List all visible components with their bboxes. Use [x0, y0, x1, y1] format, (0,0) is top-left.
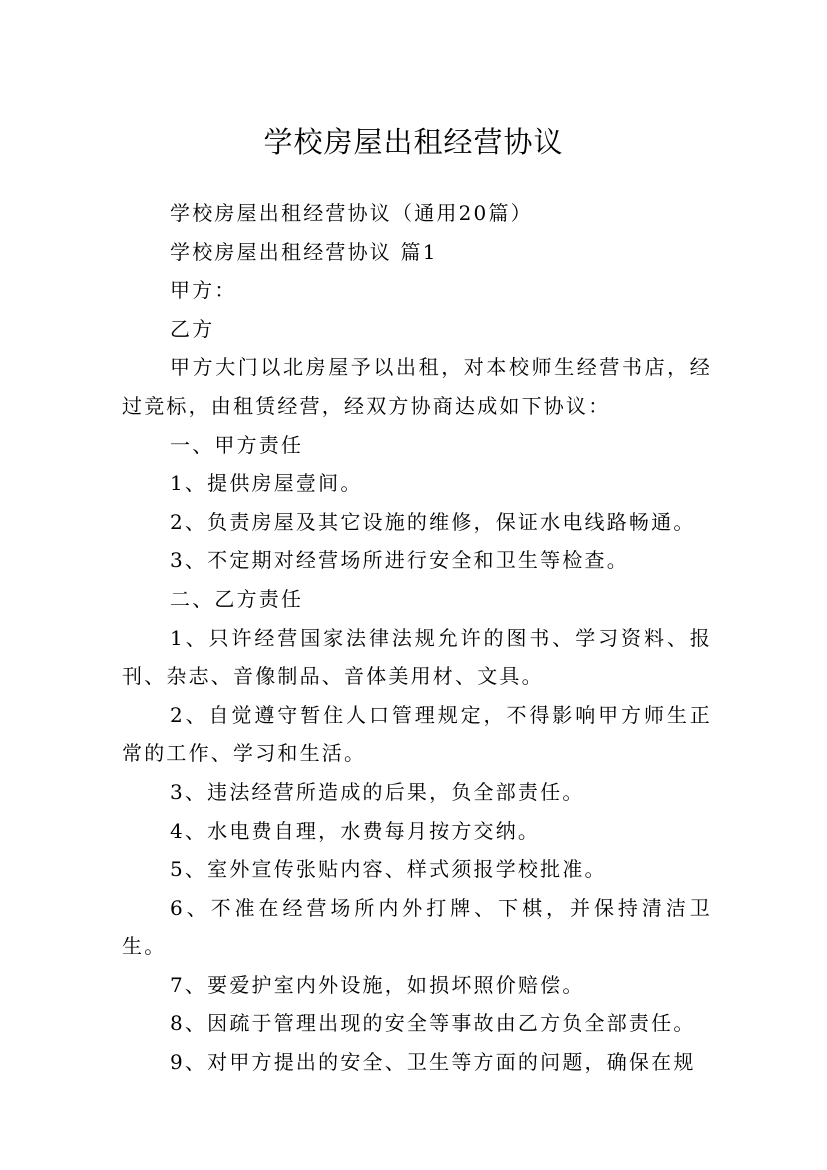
document-title: 学校房屋出租经营协议	[263, 125, 564, 160]
clause-a-2: 2、负责房屋及其它设施的维修，保证水电线路畅通。	[170, 509, 696, 534]
clause-a-1: 1、提供房屋壹间。	[170, 471, 363, 496]
section-heading-party-a-duties: 一、甲方责任	[170, 432, 304, 457]
clause-b-5: 5、室外宣传张贴内容、样式须报学校批准。	[170, 857, 607, 882]
paragraph-preamble: 甲方大门以北房屋予以出租，对本校师生经营书店，经过竞标，由租赁经营，经双方协商达成如下协议：	[122, 355, 712, 418]
clause-b-7: 7、要爱护室内外设施，如损坏照价赔偿。	[170, 972, 585, 997]
clause-b-3: 3、违法经营所造成的后果，负全部责任。	[170, 779, 585, 804]
clause-b-8: 8、因疏于管理出现的安全等事故由乙方负全部责任。	[170, 1011, 696, 1036]
clause-b-6: 6、不准在经营场所内外打牌、下棋，并保持清洁卫生。	[122, 895, 712, 959]
paragraph-party-a: 甲方：	[170, 278, 237, 303]
paragraph-article-heading: 学校房屋出租经营协议 篇1	[170, 239, 438, 264]
clause-b-4: 4、水电费自理，水费每月按方交纳。	[170, 818, 541, 843]
paragraph-party-b: 乙方	[170, 316, 215, 341]
clause-b-9: 9、对甲方提出的安全、卫生等方面的问题，确保在规	[170, 1050, 696, 1075]
clause-b-1: 1、只许经营国家法律法规允许的图书、学习资料、报刊、杂志、音像制品、音体美用材、文具。	[122, 625, 712, 689]
section-heading-party-b-duties: 二、乙方责任	[170, 586, 304, 611]
paragraph-collection-title: 学校房屋出租经营协议（通用20篇）	[170, 201, 533, 225]
clause-b-2: 2、自觉遵守暂住人口管理规定，不得影响甲方师生正常的工作、学习和生活。	[122, 702, 712, 766]
document-body	[122, 194, 712, 1082]
clause-a-3: 3、不定期对经营场所进行安全和卫生等检查。	[170, 548, 629, 573]
